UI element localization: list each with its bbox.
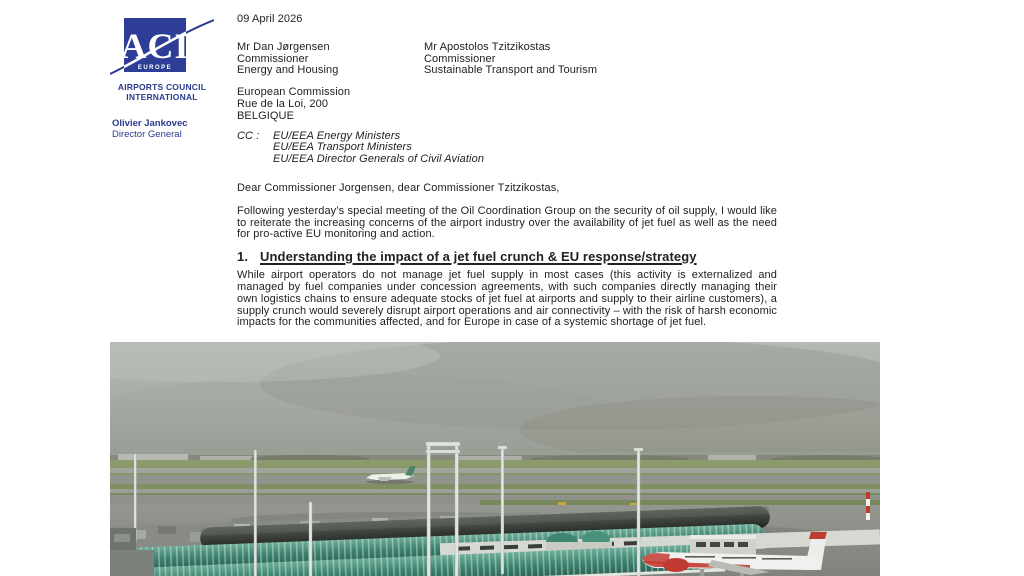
recipient-2-portfolio: Sustainable Transport and Tourism <box>424 64 598 77</box>
recipient-1 <box>237 42 424 77</box>
paragraph-1: Following yesterday’s special meeting of the Oil Coordination Group on the security of oil supply, I would like to reiterate the increasing concerns of the airport industry over the availability of jet fuel as well as the need for pro-active EU monitoring and action. <box>237 204 777 241</box>
address-line1: European Commission <box>237 86 351 99</box>
cc-item-2: EU/EEA Transport Ministers <box>273 141 412 154</box>
signatory-name: Olivier Jankovec <box>112 118 188 129</box>
org-name-line1: AIRPORTS COUNCIL <box>117 82 207 92</box>
org-name <box>108 83 216 102</box>
recipients <box>237 42 777 77</box>
address-line2: Rue de la Loi, 200 <box>237 97 329 110</box>
signatory-block <box>112 119 188 140</box>
recipient-1-role: Commissioner <box>237 52 309 65</box>
recipient-2 <box>424 42 597 77</box>
letter-content <box>237 0 777 329</box>
recipient-address <box>237 87 777 122</box>
cc-list <box>273 131 484 166</box>
letter-date: 09 April 2026 <box>237 13 303 25</box>
logo-acronym: ACI <box>120 26 190 66</box>
address-line3: BELGIQUE <box>237 109 295 122</box>
striped-mast <box>866 492 870 520</box>
recipient-1-portfolio: Energy and Housing <box>237 64 339 77</box>
cc-item-1: EU/EEA Energy Ministers <box>273 129 401 142</box>
cc-block <box>237 131 777 166</box>
salutation: Dear Commissioner Jorgensen, dear Commissioner Tzitzikostas, <box>237 181 560 194</box>
recipient-1-name: Mr Dan Jørgensen <box>237 40 330 53</box>
sky <box>110 342 880 464</box>
section-heading-1 <box>237 250 777 264</box>
cc-item-3: EU/EEA Director Generals of Civil Aviation <box>273 153 485 166</box>
section-number: 1. <box>237 249 249 265</box>
aircraft-engine <box>663 558 689 572</box>
section-title: Understanding the impact of a jet fuel crunch & EU response/strategy <box>260 249 697 265</box>
logo-region: EUROPE <box>137 65 173 71</box>
recipient-2-role: Commissioner <box>424 52 496 65</box>
airport-photo <box>110 342 880 576</box>
recipient-2-name: Mr Apostolos Tzitzikostas <box>424 40 551 53</box>
paragraph-2: While airport operators do not manage jet fuel supply in most cases (this activity is externalized and managed by fuel companies under concession agreements, with such companies directly managing their own logistics chains to ensure adequate stocks of jet fuel at airports and supply to their airline customers), a supply crunch would severely disrupt airport operations and air connectivity – with the risk of harsh economic impacts for the communities affected, and for Europe in case of a systemic shortage of jet fuel. <box>237 269 777 329</box>
aircraft-tail-red-tip <box>809 532 827 539</box>
letterhead <box>108 14 216 102</box>
org-name-line2: INTERNATIONAL <box>126 91 198 102</box>
cc-label: CC : <box>237 129 260 142</box>
aci-europe-logo <box>110 14 214 76</box>
signatory-title: Director General <box>112 128 182 140</box>
